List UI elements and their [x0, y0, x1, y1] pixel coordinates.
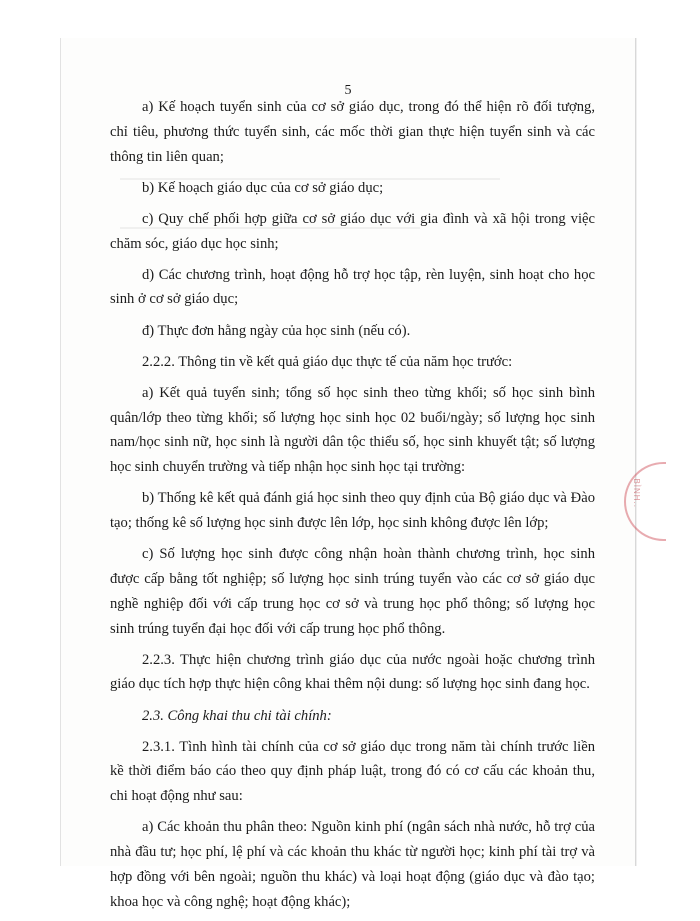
- section-2-2-2-heading: 2.2.2. Thông tin về kết quả giáo dục thực tế của năm học trước:: [142, 353, 513, 370]
- paragraph-b-assessment-stats: b) Thống kê kết quả đánh giá học sinh theo quy định của Bộ giáo dục và Đào tạo; thống kê số lượng học sinh được lên lớp, học sinh không được lên lớp;: [110, 490, 595, 532]
- document-body: [110, 95, 595, 921]
- paragraph-dd-daily-menu: đ) Thực đơn hằng ngày của học sinh (nếu có).: [142, 322, 411, 339]
- stamp-text: ..BÌNH..: [632, 472, 641, 509]
- paragraph-c-coordination-rules: c) Quy chế phối hợp giữa cơ sở giáo dục với gia đình và xã hội trong việc chăm sóc, giáo dục học sinh;: [110, 210, 595, 252]
- paragraph-a-enrollment-results: a) Kết quả tuyển sinh; tổng số học sinh theo từng khối; số học sinh bình quân/lớp theo từng khối; số lượng học sinh học 02 buổi/ngày; số lượng học sinh nam/học sinh nữ, học sinh là người dân tộc thiểu số, học sinh khuyết tật; số lượng học sinh chuyển trường và tiếp nhận học sinh học tại trường:: [110, 384, 595, 476]
- paragraph-c-graduation-stats: c) Số lượng học sinh được công nhận hoàn thành chương trình, học sinh được cấp bằng tốt nghiệp; số lượng học sinh trúng tuyển vào các cơ sở giáo dục nghề nghiệp đối với cấp trung học cơ sở và trung học phổ thông; số lượng học sinh trúng tuyển đại học đối với cấp trung học phổ thông.: [110, 546, 595, 637]
- paragraph-a-revenue-breakdown: a) Các khoản thu phân theo: Nguồn kinh phí (ngân sách nhà nước, hỗ trợ của nhà đầu tư; học phí, lệ phí và các khoản thu khác từ người học; kinh phí tài trợ và hợp đồng với bên ngoài; nguồn thu khác) và loại hoạt động (giáo dục và đào tạo; khoa học và công nghệ; hoạt động khác);: [110, 819, 595, 910]
- section-2-3-1: 2.3.1. Tình hình tài chính của cơ sở giáo dục trong năm tài chính trước liền kề thời điểm báo cáo theo quy định pháp luật, trong đó có cơ cấu các khoản thu, chi hoạt động như sau:: [110, 738, 595, 805]
- page-number: 5: [344, 83, 352, 98]
- section-2-3-heading: 2.3. Công khai thu chi tài chính:: [142, 707, 332, 724]
- paragraph-d-support-programs: d) Các chương trình, hoạt động hỗ trợ học tập, rèn luyện, sinh hoạt cho học sinh ở cơ sở giáo dục;: [110, 266, 595, 308]
- paragraph-b-education-plan: b) Kế hoạch giáo dục của cơ sở giáo dục;: [142, 179, 384, 196]
- section-2-2-3: 2.2.3. Thực hiện chương trình giáo dục của nước ngoài hoặc chương trình giáo dục tích hợp thực hiện công khai thêm nội dung: số lượng học sinh đang học.: [110, 651, 595, 693]
- paragraph-a-enrollment-plan: a) Kế hoạch tuyển sinh của cơ sở giáo dục, trong đó thể hiện rõ đối tượng, chỉ tiêu, phương thức tuyển sinh, các mốc thời gian thực hiện tuyển sinh và các thông tin liên quan;: [110, 99, 595, 165]
